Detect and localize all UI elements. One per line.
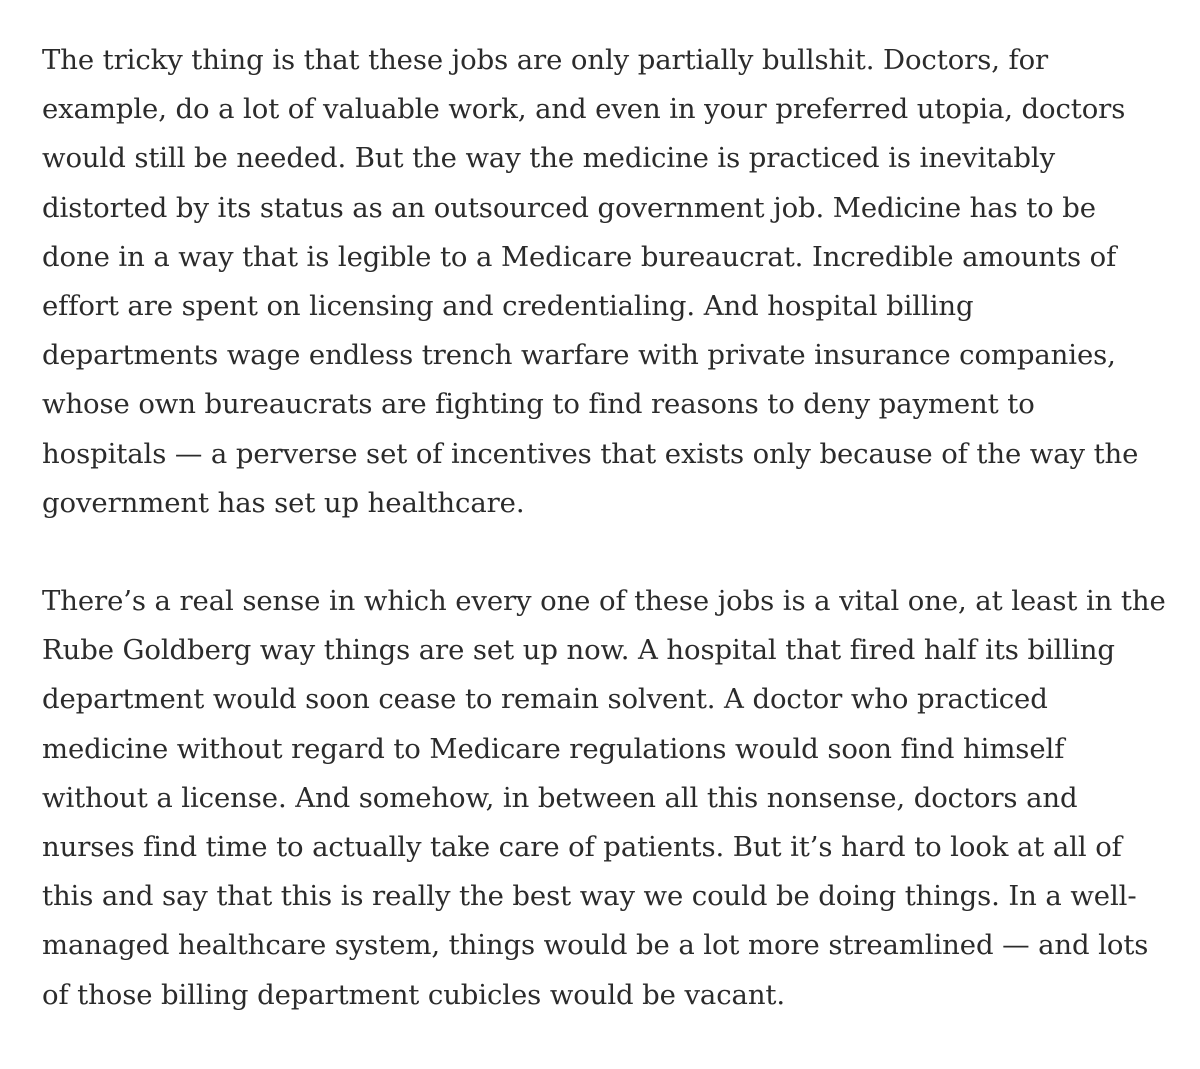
text-line: managed healthcare system, things would be a lot more streamlined — and lots <box>42 929 1149 962</box>
text-line: this and say that this is really the best way we could be doing things. In a well- <box>42 880 1137 913</box>
text-line: nurses find time to actually take care of patients. But it’s hard to look at all of <box>42 831 1122 864</box>
text-line: example, do a lot of valuable work, and even in your preferred utopia, doctors <box>42 93 1126 126</box>
text-line: government has set up healthcare. <box>42 486 525 519</box>
text-line: department would soon cease to remain solvent. A doctor who practiced <box>42 683 1048 716</box>
text-line: hospitals — a perverse set of incentives that exists only because of the way the <box>42 437 1139 470</box>
text-line: whose own bureaucrats are fighting to find reasons to deny payment to <box>42 388 1035 421</box>
article-body <box>42 36 1172 1069</box>
text-line: done in a way that is legible to a Medicare bureaucrat. Incredible amounts of <box>42 240 1117 273</box>
text-line: medicine without regard to Medicare regulations would soon find himself <box>42 732 1065 765</box>
paragraph-1 <box>42 36 1172 528</box>
text-line: would still be needed. But the way the medicine is practiced is inevitably <box>42 142 1056 175</box>
text-line: of those billing department cubicles would be vacant. <box>42 978 786 1011</box>
text-line: without a license. And somehow, in between all this nonsense, doctors and <box>42 781 1078 814</box>
text-line: departments wage endless trench warfare with private insurance companies, <box>42 339 1116 372</box>
text-line: Rube Goldberg way things are set up now. A hospital that fired half its billing <box>42 634 1115 667</box>
paragraph-2 <box>42 577 1172 1020</box>
text-line: There’s a real sense in which every one of these jobs is a vital one, at least in the <box>42 585 1166 618</box>
text-line: distorted by its status as an outsourced government job. Medicine has to be <box>42 191 1096 224</box>
text-line: The tricky thing is that these jobs are only partially bullshit. Doctors, for <box>42 44 1049 76</box>
text-line: effort are spent on licensing and credentialing. And hospital billing <box>42 290 974 323</box>
